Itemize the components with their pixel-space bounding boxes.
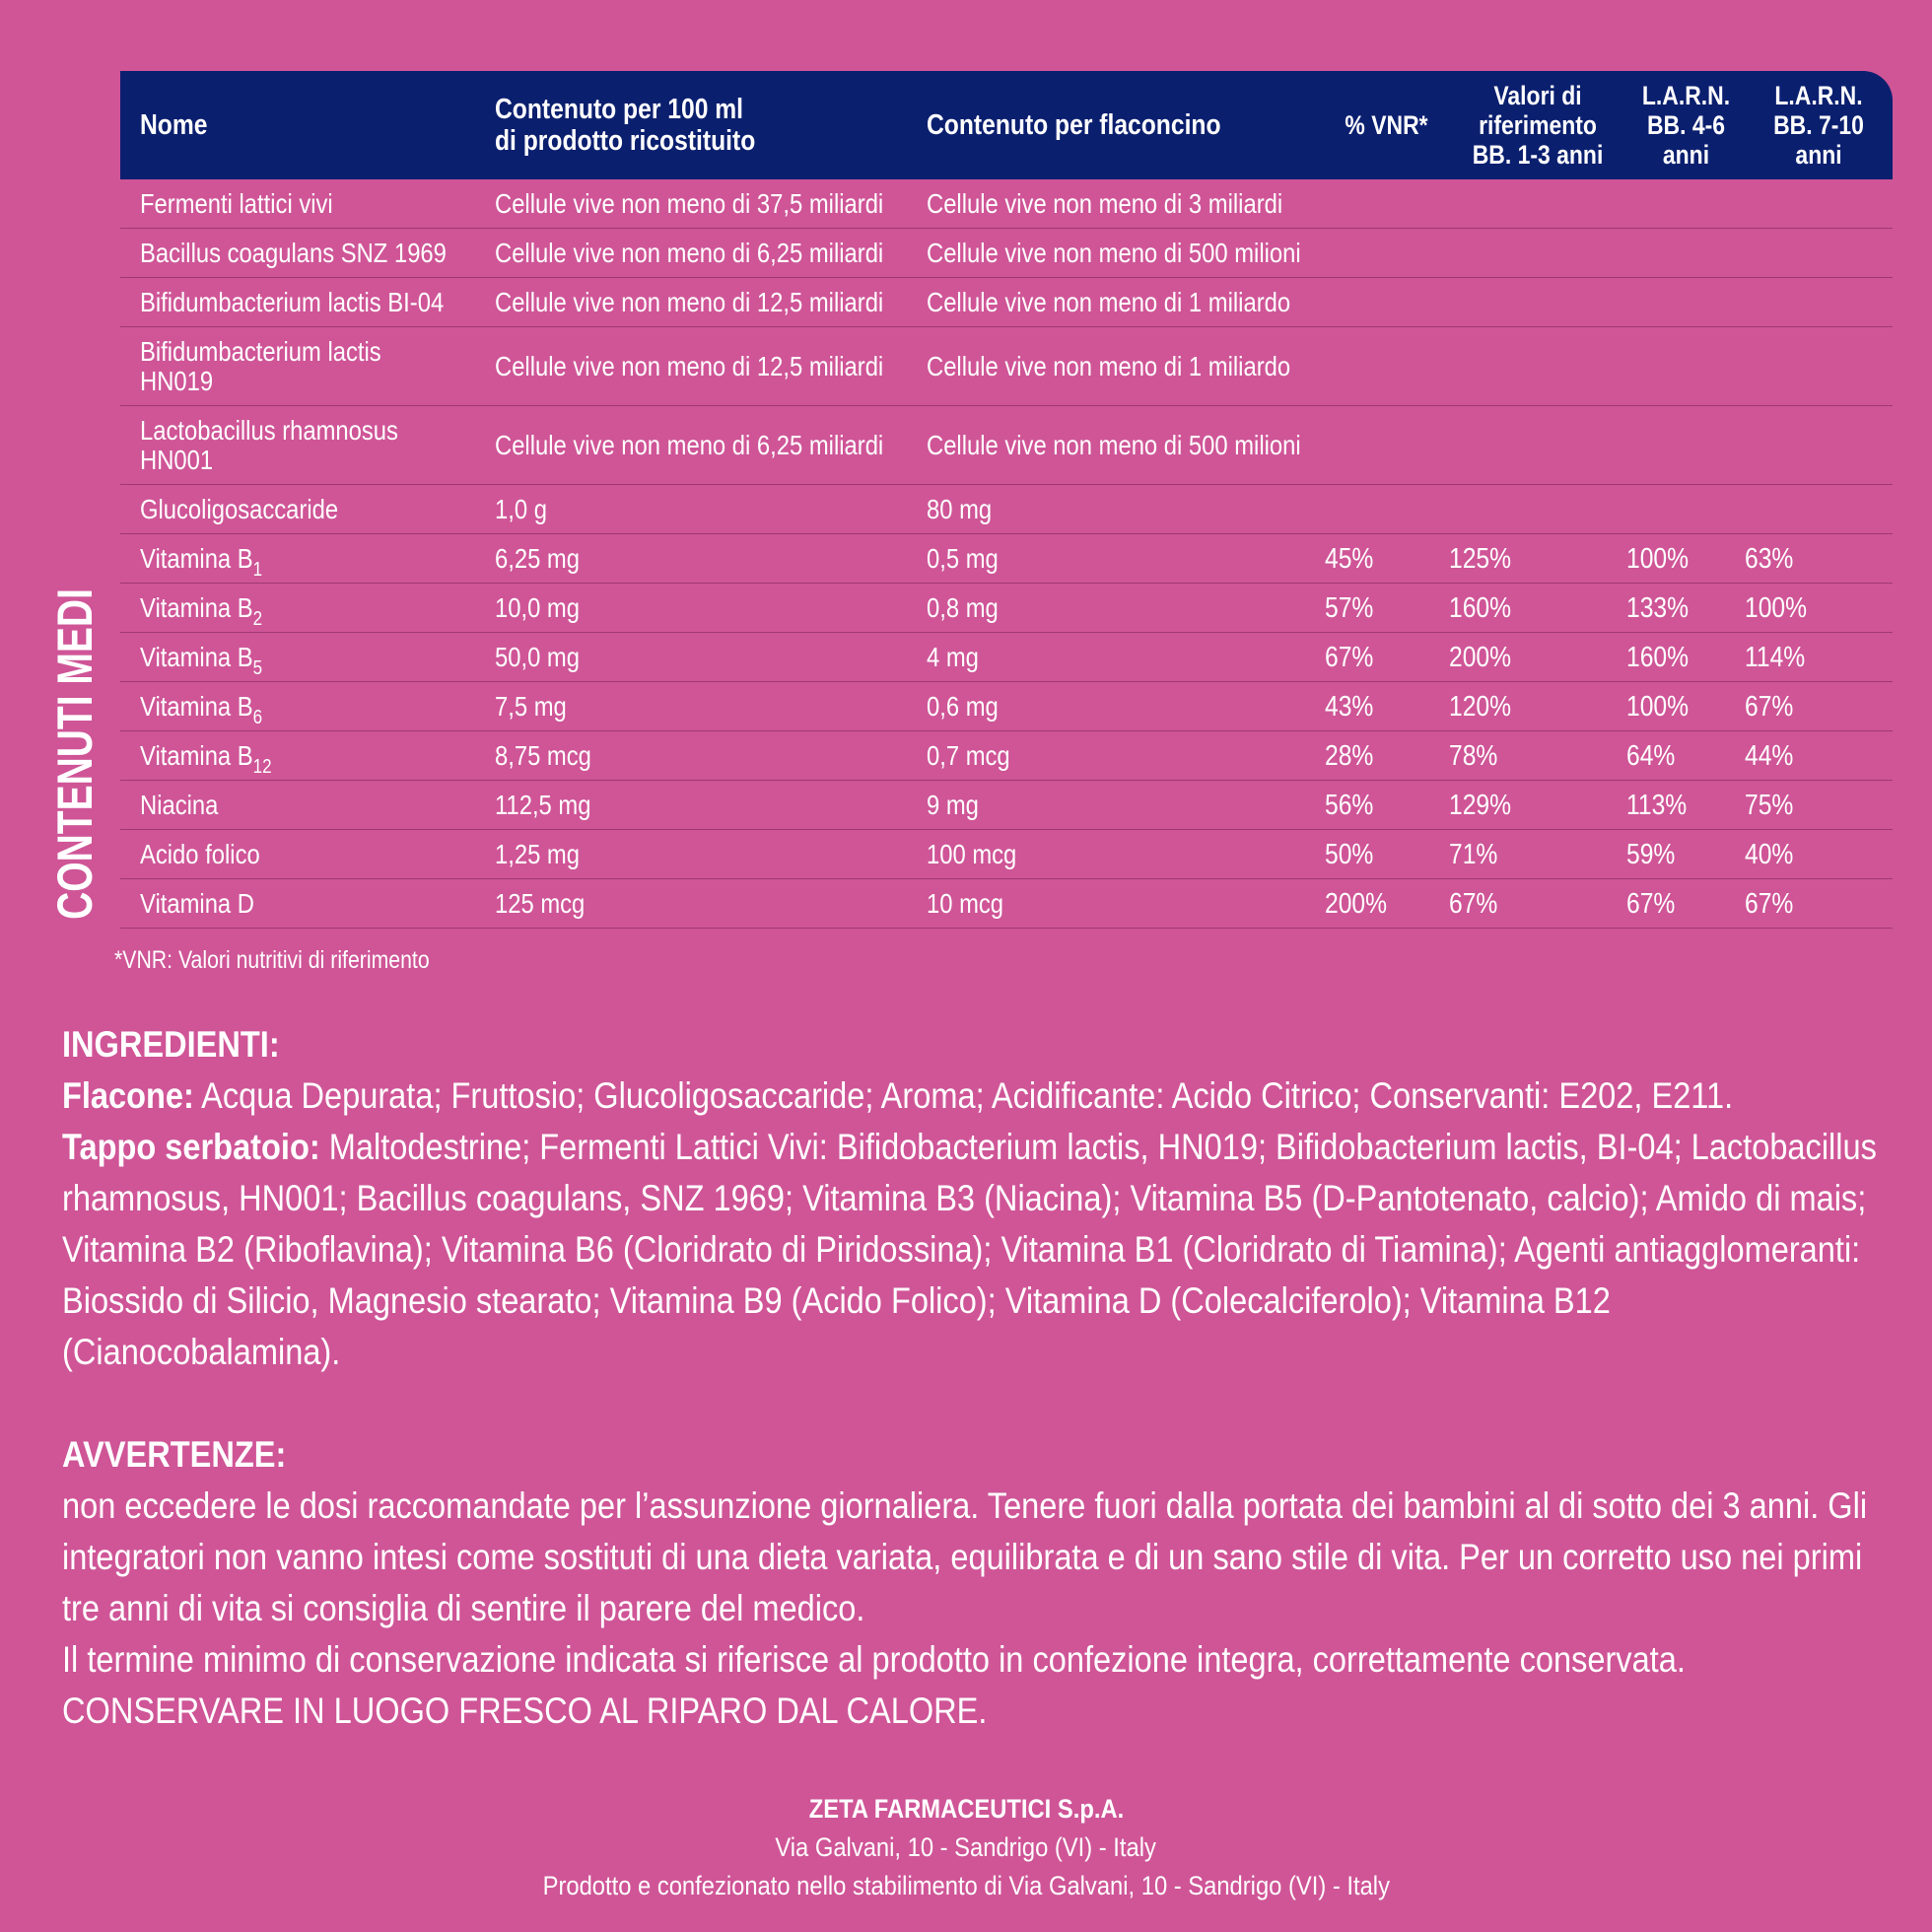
table-row [120,179,1893,229]
cell-name: Fermenti lattici vivi [120,179,495,229]
cell-per-flaconcino: Cellule vive non meno di 500 milioni [927,406,1325,485]
cell-riferimento [1449,278,1626,327]
cell-larn-7-10: 40% [1745,830,1893,879]
cell-per-100ml: 125 mcg [495,879,927,929]
cell-larn-7-10: 100% [1745,584,1893,633]
warnings-text-2: Il termine minimo di conservazione indicata si riferisce al prodotto in confezione integra, correttamente conservata. [62,1639,1686,1680]
cell-per-flaconcino: 10 mcg [927,879,1325,929]
cell-larn-4-6: 100% [1626,534,1745,584]
company-info [0,1790,1932,1905]
cell-name: Vitamina $B_{12}$ [120,731,495,781]
company-name: ZETA FARMACEUTICI S.p.A. [808,1794,1124,1824]
cell-vnr: 56% [1325,781,1449,830]
table-row [120,485,1893,534]
side-label: CONTENUTI MEDI [46,588,103,920]
cell-name: Vitamina $B_2$ [120,584,495,633]
cell-per-100ml: 10,0 mg [495,584,927,633]
cell-riferimento [1449,327,1626,406]
cell-name: Bacillus coagulans SNZ 1969 [120,229,495,278]
cell-per-flaconcino: Cellule vive non meno di 1 miliardo [927,278,1325,327]
header-nome: Nome [120,71,495,179]
cell-name: Bifidumbacterium lactis HN019 [120,327,495,406]
cell-riferimento: 125% [1449,534,1626,584]
cell-name: Vitamina $B_5$ [120,633,495,682]
header-larn-7-10: L.A.R.N. BB. 7-10 anni [1745,71,1893,179]
cell-per-100ml: 7,5 mg [495,682,927,731]
cell-larn-7-10: 67% [1745,879,1893,929]
cell-vnr: 57% [1325,584,1449,633]
table-row [120,406,1893,485]
cell-per-flaconcino: Cellule vive non meno di 500 milioni [927,229,1325,278]
cell-larn-7-10 [1745,406,1893,485]
nutrition-table-wrapper [120,71,1895,929]
cell-name: Vitamina D [120,879,495,929]
cell-per-flaconcino: 80 mg [927,485,1325,534]
cell-riferimento: 120% [1449,682,1626,731]
cell-per-100ml: 1,0 g [495,485,927,534]
cell-larn-4-6: 113% [1626,781,1745,830]
cell-larn-7-10 [1745,179,1893,229]
table-body [120,179,1893,929]
cell-larn-4-6 [1626,485,1745,534]
cell-larn-7-10: 114% [1745,633,1893,682]
cell-larn-4-6: 100% [1626,682,1745,731]
cell-per-100ml: Cellule vive non meno di 6,25 miliardi [495,229,927,278]
ingredients-heading: INGREDIENTI: [62,1024,280,1065]
cell-per-flaconcino: Cellule vive non meno di 3 miliardi [927,179,1325,229]
cell-larn-7-10: 63% [1745,534,1893,584]
cell-vnr [1325,179,1449,229]
cell-per-100ml: Cellule vive non meno di 37,5 miliardi [495,179,927,229]
cell-vnr [1325,485,1449,534]
cell-per-100ml: Cellule vive non meno di 12,5 miliardi [495,278,927,327]
cell-per-flaconcino: 0,5 mg [927,534,1325,584]
cell-name: Acido folico [120,830,495,879]
cell-per-100ml: Cellule vive non meno di 12,5 miliardi [495,327,927,406]
cell-name: Vitamina $B_1$ [120,534,495,584]
table-row [120,278,1893,327]
header-larn-4-6: L.A.R.N. BB. 4-6 anni [1626,71,1745,179]
cell-per-100ml: 1,25 mg [495,830,927,879]
cell-larn-7-10 [1745,229,1893,278]
cell-larn-4-6: 59% [1626,830,1745,879]
cell-per-flaconcino: 0,8 mg [927,584,1325,633]
cell-per-flaconcino: 9 mg [927,781,1325,830]
cell-larn-4-6 [1626,278,1745,327]
cell-larn-4-6: 64% [1626,731,1745,781]
cell-per-flaconcino: 100 mcg [927,830,1325,879]
cell-riferimento: 200% [1449,633,1626,682]
cell-vnr [1325,229,1449,278]
cell-name: Glucoligosaccaride [120,485,495,534]
cell-larn-7-10: 44% [1745,731,1893,781]
cell-larn-7-10 [1745,485,1893,534]
warnings-text-3: CONSERVARE IN LUOGO FRESCO AL RIPARO DAL CALORE. [62,1690,988,1731]
table-row [120,327,1893,406]
table-row [120,879,1893,929]
cell-per-100ml: Cellule vive non meno di 6,25 miliardi [495,406,927,485]
cell-riferimento: 78% [1449,731,1626,781]
warnings-text-1: non eccedere le dosi raccomandate per l’assunzione giornaliera. Tenere fuori dalla portata dei bambini al di sotto dei 3 anni. Gli integratori non vanno intesi come sostituti di una dieta variata, equilibrata e di un sano stile di vita. Per un corretto uso nei primi tre anni di vita si consiglia di sentire il parere del medico. [62,1485,1868,1628]
cell-per-100ml: 8,75 mcg [495,731,927,781]
cell-riferimento: 71% [1449,830,1626,879]
company-production: Prodotto e confezionato nello stabilimento di Via Galvani, 10 - Sandrigo (VI) - Italy [542,1871,1390,1900]
header-riferimento: Valori di riferimento BB. 1-3 anni [1449,71,1626,179]
cell-name: Niacina [120,781,495,830]
cell-riferimento [1449,179,1626,229]
cell-per-100ml: 50,0 mg [495,633,927,682]
warnings-section [62,1429,1896,1737]
ingredients-flacone: Flacone: Acqua Depurata; Fruttosio; Glucoligosaccaride; Aroma; Acidificante: Acido Citrico; Conservanti: E202, E211. [62,1075,1734,1116]
cell-riferimento: 67% [1449,879,1626,929]
cell-larn-4-6 [1626,229,1745,278]
cell-per-100ml: 112,5 mg [495,781,927,830]
cell-vnr: 67% [1325,633,1449,682]
table-row [120,584,1893,633]
table-row [120,781,1893,830]
cell-larn-4-6 [1626,406,1745,485]
header-per100: Contenuto per 100 ml di prodotto ricostituito [495,71,927,179]
cell-per-flaconcino: 0,6 mg [927,682,1325,731]
header-perflac: Contenuto per flaconcino [927,71,1325,179]
cell-vnr: 43% [1325,682,1449,731]
cell-name: Lactobacillus rhamnosus HN001 [120,406,495,485]
table-header-row [120,71,1893,179]
table-row [120,830,1893,879]
table-row [120,229,1893,278]
ingredients-section [62,1019,1896,1378]
cell-per-100ml: 6,25 mg [495,534,927,584]
cell-larn-4-6: 133% [1626,584,1745,633]
table-row [120,731,1893,781]
table-row [120,633,1893,682]
cell-larn-4-6: 67% [1626,879,1745,929]
table-row [120,534,1893,584]
header-vnr: % VNR* [1325,71,1449,179]
cell-larn-4-6 [1626,179,1745,229]
company-address: Via Galvani, 10 - Sandrigo (VI) - Italy [775,1832,1157,1862]
cell-larn-7-10: 67% [1745,682,1893,731]
nutrition-table [120,71,1893,929]
cell-per-flaconcino: Cellule vive non meno di 1 miliardo [927,327,1325,406]
cell-riferimento: 160% [1449,584,1626,633]
cell-vnr: 50% [1325,830,1449,879]
cell-vnr: 200% [1325,879,1449,929]
cell-per-flaconcino: 0,7 mcg [927,731,1325,781]
cell-riferimento [1449,406,1626,485]
cell-vnr [1325,327,1449,406]
footnote: *VNR: Valori nutritivi di riferimento [114,946,430,974]
cell-larn-4-6 [1626,327,1745,406]
cell-riferimento: 129% [1449,781,1626,830]
cell-larn-7-10 [1745,327,1893,406]
cell-per-flaconcino: 4 mg [927,633,1325,682]
cell-vnr: 45% [1325,534,1449,584]
cell-vnr [1325,406,1449,485]
cell-larn-4-6: 160% [1626,633,1745,682]
cell-vnr: 28% [1325,731,1449,781]
cell-larn-7-10 [1745,278,1893,327]
ingredients-tappo: Tappo serbatoio: Maltodestrine; Fermenti Lattici Vivi: Bifidobacterium lactis, HN019; Bifidobacterium lactis, BI-04; Lactobacillus rhamnosus, HN001; Bacillus coagulans, SNZ 1969; Vitamina B3 (Niacina); Vitamina B5 (D-Pantotenato, calcio); Amido di mais; Vitamina B2 (Riboflavina); Vitamina B6 (Cloridrato di Piridossina); Vitamina B1 (Cloridrato di Tiamina); Agenti antiagglomeranti: Biossido di Silicio, Magnesio stearato; Vitamina B9 (Acido Folico); Vitamina D (Colecalciferolo); Vitamina B12 (Cianocobalamina). [62,1127,1877,1372]
cell-vnr [1325,278,1449,327]
cell-larn-7-10: 75% [1745,781,1893,830]
warnings-heading: AVVERTENZE: [62,1434,287,1475]
cell-riferimento [1449,485,1626,534]
cell-riferimento [1449,229,1626,278]
cell-name: Vitamina $B_6$ [120,682,495,731]
table-row [120,682,1893,731]
cell-name: Bifidumbacterium lactis BI-04 [120,278,495,327]
